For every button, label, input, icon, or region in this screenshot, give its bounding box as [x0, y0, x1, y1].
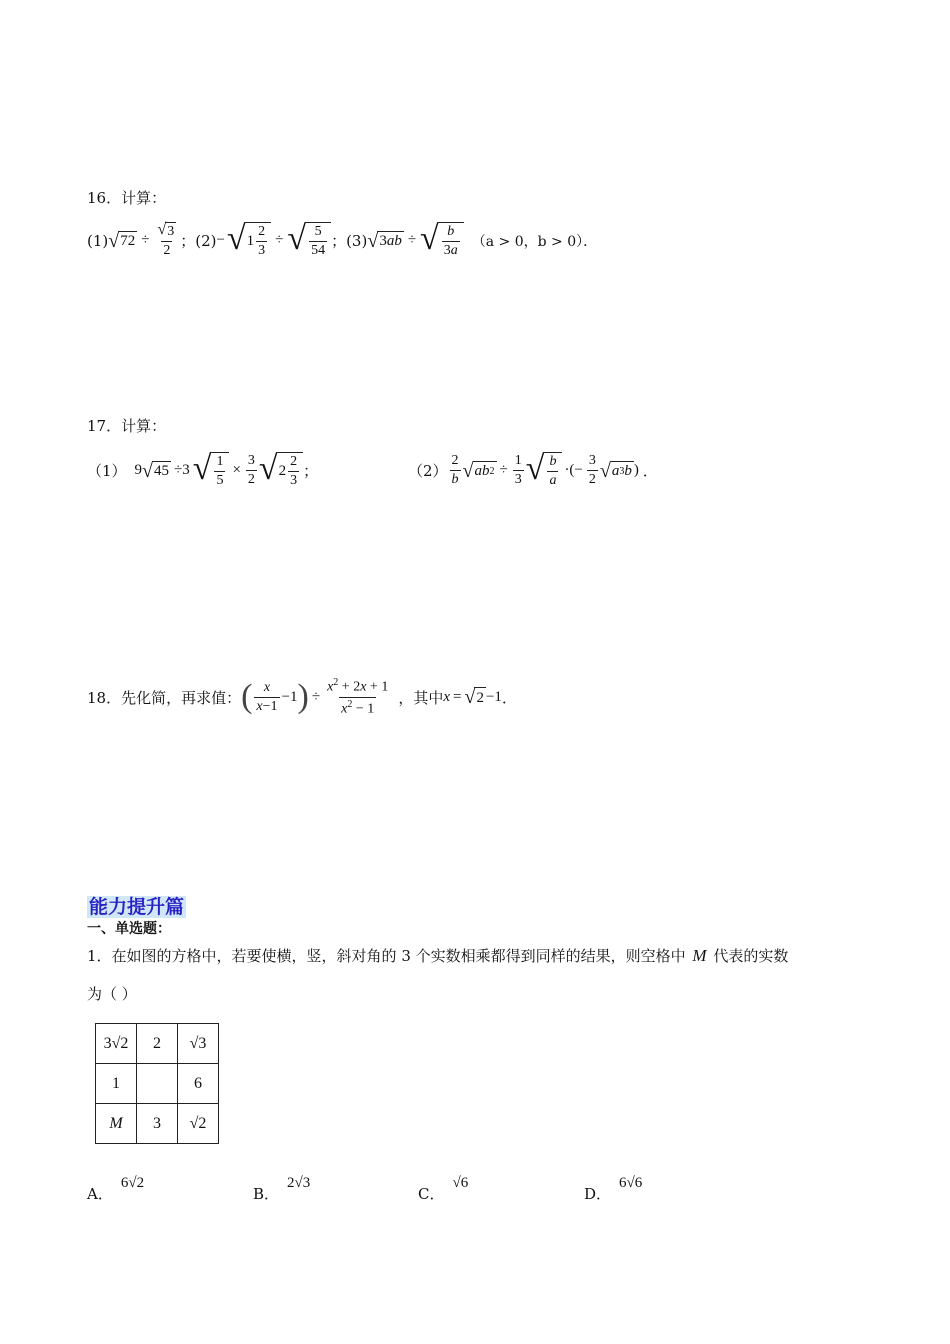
- sqrt-72: √ 72: [108, 229, 136, 252]
- grid-cell: [137, 1064, 178, 1104]
- q16-part2-label: (2): [195, 231, 217, 250]
- q18-label: 18．先化简，再求值：: [87, 688, 242, 707]
- q16-part1-label: (1): [87, 231, 109, 250]
- option-d[interactable]: D． 6√6: [584, 1175, 643, 1203]
- option-c[interactable]: C． √6: [418, 1175, 469, 1203]
- sqrt-3ab: √ 3 ab: [367, 229, 402, 252]
- q17-part2-label: （2）: [408, 462, 448, 480]
- option-a[interactable]: A． 6√2: [87, 1175, 145, 1203]
- q16-label: 16．计算：: [87, 189, 167, 207]
- grid-row: [96, 1024, 219, 1064]
- grid-cell: 6: [178, 1064, 219, 1104]
- q17-label: 17．计算：: [87, 417, 167, 435]
- option-b[interactable]: B． 2√3: [253, 1175, 311, 1203]
- grid-row: [96, 1064, 219, 1104]
- q17-part2: （2） $\frac{2}{b}$ √ ab 2 ÷ $\frac{1}{3}$ √ $\frac{b}{a}$ ·(− $\frac{3}{2}$ √ a 3 b ) ．: [408, 450, 658, 488]
- q1-line2: 为（ ）: [87, 985, 137, 1003]
- frac-sqrt3-over-2: √ 3 2: [157, 221, 175, 258]
- sqrt-1-2-3: √ 1 $\frac{2}{3}$: [227, 222, 271, 259]
- grid-row: [96, 1104, 219, 1144]
- section-heading: 能力提升篇: [89, 896, 185, 918]
- q16-expressions: (1) √ 72 ÷ √ 3 2 ； (2) − √ 1 $\frac{2}{3}$ ÷ √ $\frac{5}{54}$ ； (3) √ 3 ab ÷ √ $\frac{b}{3a}$ （a > 0，b > 0）．: [87, 220, 598, 258]
- magic-square-grid: [95, 1023, 219, 1144]
- grid-cell: 1: [96, 1064, 137, 1104]
- q17-part1-label: （1）: [87, 462, 127, 480]
- grid-cell: √3: [178, 1024, 219, 1064]
- sqrt-5-over-54: √ $\frac{5}{54}$: [287, 222, 331, 259]
- grid-cell: M: [96, 1104, 137, 1144]
- q16-condition: （a > 0，b > 0）．: [471, 233, 598, 250]
- grid-cell: 2: [137, 1024, 178, 1064]
- grid-cell: √2: [178, 1104, 219, 1144]
- q1-line1: 1．在如图的方格中，若要使横，竖，斜对角的 3 个实数相乘都得到同样的结果，则空格中 M 代表的实数: [87, 946, 789, 965]
- sqrt-b-over-3a: √ $\frac{b}{3a}$: [420, 222, 464, 259]
- q17-part1: （1） 9 √ 45 ÷3 √ $\frac{1}{5}$ × $\frac{3}{2}$ √ 2 $\frac{2}{3}$ ；: [87, 450, 319, 488]
- grid-cell: 3√2: [96, 1024, 137, 1064]
- q16-part3-label: (3): [346, 231, 368, 250]
- section-subheading: 一、单选题：: [87, 921, 171, 937]
- q18: 18．先化简，再求值： ( $\frac{x}{x-1}$ −1 ) ÷ $\frac{x^2 + 2x + 1}{x^2 - 1}$ ，其中 x = √ 2 −1 ．: [87, 677, 517, 717]
- grid-cell: 3: [137, 1104, 178, 1144]
